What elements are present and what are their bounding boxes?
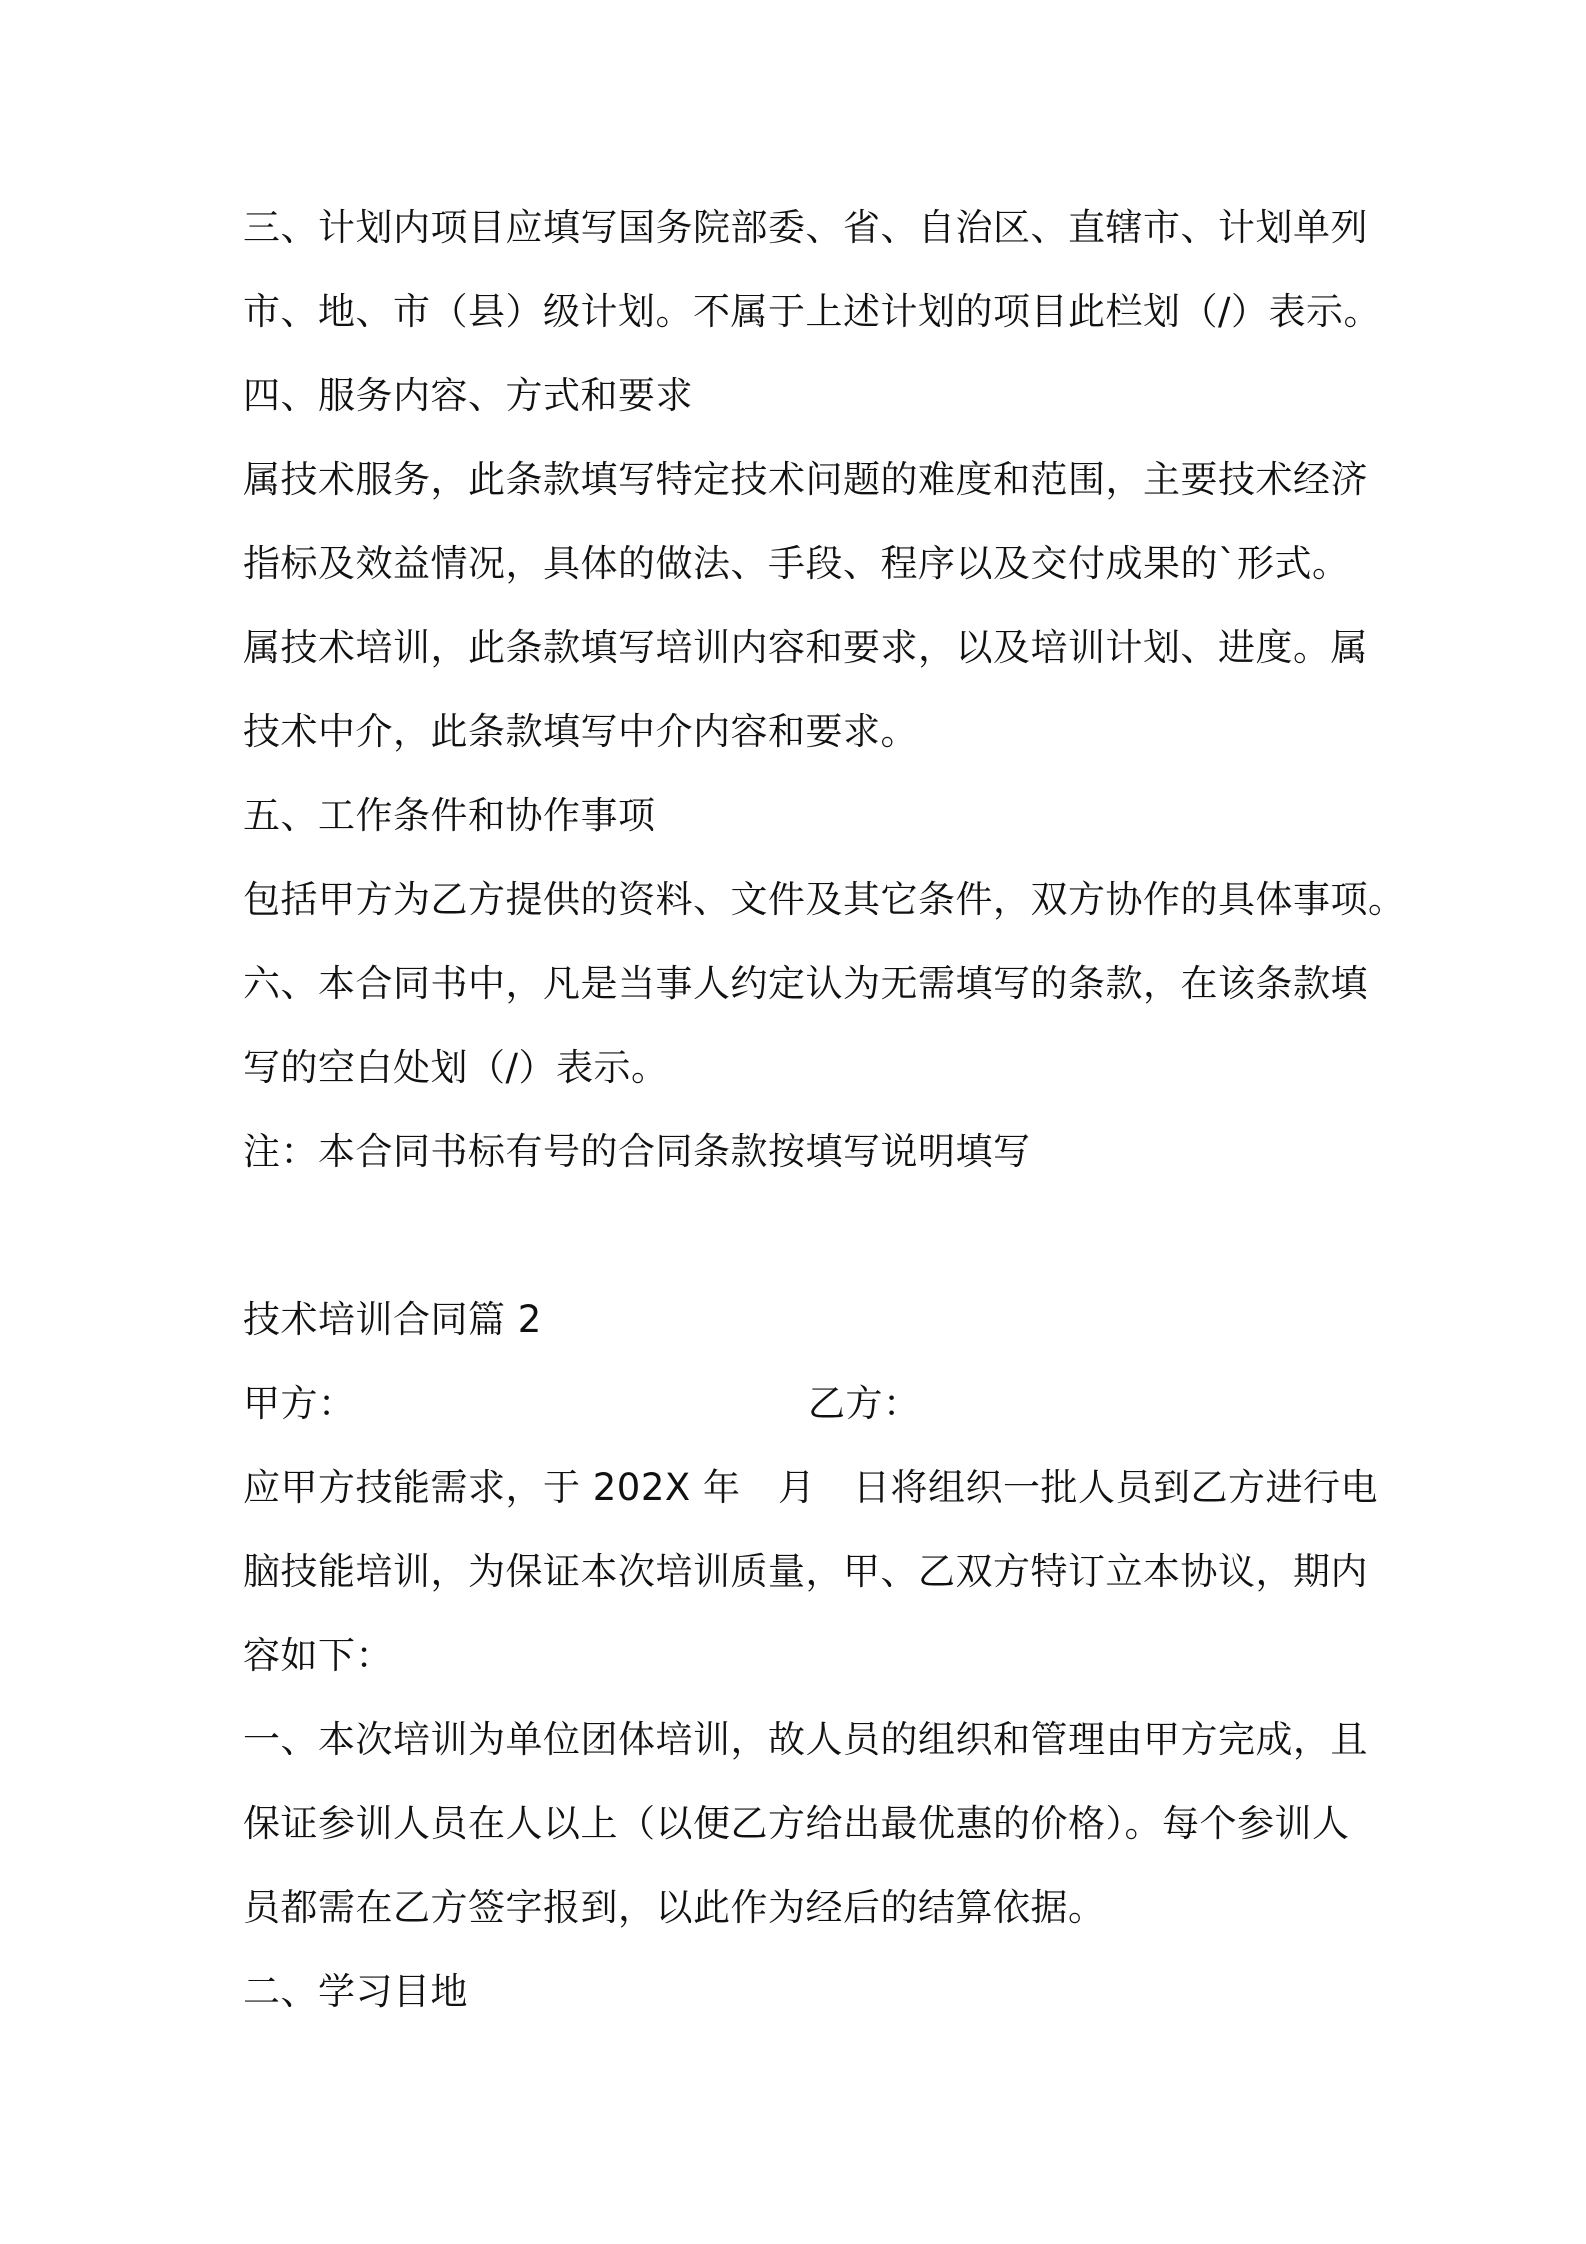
section-heading-conditions: 五、工作条件和协作事项 bbox=[243, 794, 656, 837]
section-heading-purpose: 二、学习目地 bbox=[243, 1970, 468, 2013]
contract-title: 技术培训合同篇 2 bbox=[243, 1298, 542, 1341]
paragraph-line: 脑技能培训，为保证本次培训质量，甲、乙双方特订立本协议，期内 bbox=[243, 1550, 1368, 1593]
paragraph-line: 属技术培训，此条款填写培训内容和要求，以及培训计划、进度。属 bbox=[243, 626, 1368, 669]
paragraph-line: 包括甲方为乙方提供的资料、文件及其它条件，双方协作的具体事项。 bbox=[243, 878, 1406, 921]
paragraph-line: 保证参训人员在人以上（以便乙方给出最优惠的价格）。每个参训人 bbox=[243, 1802, 1350, 1845]
paragraph-line: 员都需在乙方签字报到，以此作为经后的结算依据。 bbox=[243, 1886, 1106, 1929]
paragraph-line: 指标及效益情况，具体的做法、手段、程序以及交付成果的`形式。 bbox=[243, 542, 1350, 585]
paragraph-line: 六、本合同书中，凡是当事人约定认为无需填写的条款，在该条款填 bbox=[243, 962, 1368, 1005]
paragraph-line: 写的空白处划（/）表示。 bbox=[243, 1046, 669, 1089]
party-b-label: 乙方： bbox=[808, 1382, 921, 1425]
paragraph-line: 市、地、市（县）级计划。不属于上述计划的项目此栏划（/）表示。 bbox=[243, 290, 1381, 333]
paragraph-line: 三、计划内项目应填写国务院部委、省、自治区、直辖市、计划单列 bbox=[243, 206, 1368, 249]
paragraph-line: 一、本次培训为单位团体培训，故人员的组织和管理由甲方完成，且 bbox=[243, 1718, 1368, 1761]
party-a-label: 甲方： bbox=[243, 1382, 356, 1425]
paragraph-line: 属技术服务，此条款填写特定技术问题的难度和范围，主要技术经济 bbox=[243, 458, 1368, 501]
paragraph-line: 应甲方技能需求，于 202X 年 月 日将组织一批人员到乙方进行电 bbox=[243, 1466, 1378, 1509]
section-heading-service: 四、服务内容、方式和要求 bbox=[243, 374, 693, 417]
note-line: 注：本合同书标有号的合同条款按填写说明填写 bbox=[243, 1130, 1031, 1173]
paragraph-line: 容如下： bbox=[243, 1634, 393, 1677]
paragraph-line: 技术中介，此条款填写中介内容和要求。 bbox=[243, 710, 918, 753]
